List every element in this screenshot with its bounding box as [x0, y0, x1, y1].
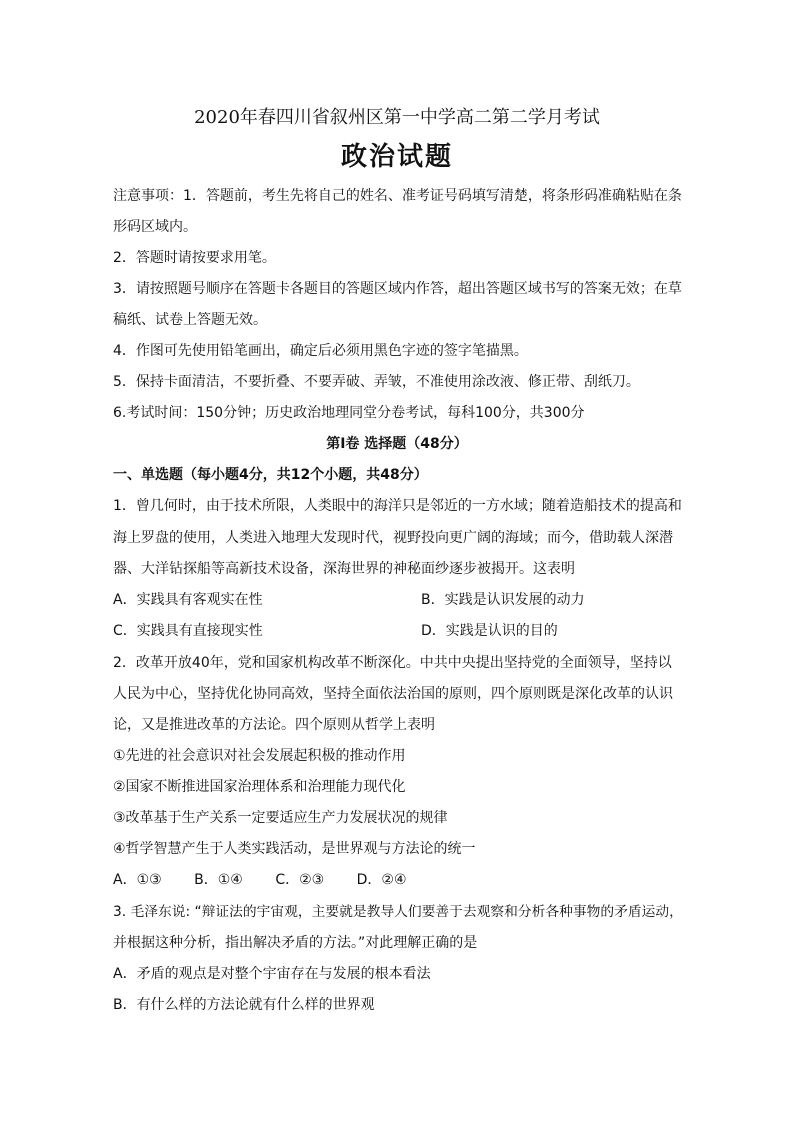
question-stem: 2．改革开放40年，党和国家机构改革不断深化。中共中央提出坚持党的全面领导，坚持以	[113, 655, 672, 671]
option-b: B．有什么样的方法论就有什么样的世界观	[113, 997, 375, 1013]
notice-line: 形码区域内。	[113, 219, 197, 235]
option-c: C．②③	[275, 872, 325, 888]
option-d: D．实践是认识的目的	[421, 623, 558, 639]
part-title: 第Ⅰ卷 选择题（48分）	[326, 436, 468, 452]
option-d: D．②④	[356, 872, 407, 888]
statement-1: ①先进的社会意识对社会发展起积极的推动作用	[113, 748, 406, 764]
question-stem: 器、大洋钻探船等高新技术设备，深海世界的神秘面纱逐步被揭开。这表明	[113, 561, 575, 577]
subject-title: 政治试题	[340, 142, 453, 172]
notice-line: 4．作图可先使用铅笔画出，确定后必须用黑色字迹的签字笔描黑。	[113, 343, 528, 359]
statement-4: ④哲学智慧产生于人类实践活动，是世界观与方法论的统一	[113, 841, 476, 857]
notice-line: 5．保持卡面清洁，不要折叠、不要弄破、弄皱，不准使用涂改液、修正带、刮纸刀。	[113, 374, 640, 390]
option-a: A．①③	[113, 872, 162, 888]
question-stem: 并根据这种分析，指出解决矛盾的方法。”对此理解正确的是	[113, 935, 478, 951]
notice-line: 注意事项：1．答题前，考生先将自己的姓名、准考证号码填写清楚，将条形码准确粘贴在条	[113, 188, 682, 204]
option-c: C．实践具有直接现实性	[113, 623, 263, 639]
section-heading: 一、单选题（每小题4分，共12个小题，共48分）	[113, 467, 428, 483]
option-a: A．实践具有客观实在性	[113, 592, 263, 608]
statement-3: ③改革基于生产关系一定要适应生产力发展状况的规律	[113, 810, 448, 826]
notice-line: 2．答题时请按要求用笔。	[113, 250, 276, 266]
notice-line: 稿纸、试卷上答题无效。	[113, 312, 267, 328]
notice-line: 6.考试时间：150分钟；历史政治地理同堂分卷考试，每科100分，共300分	[113, 405, 585, 421]
question-stem: 海上罗盘的使用，人类进入地理大发现时代，视野投向更广阔的海域；而今，借助载人深潜	[113, 530, 673, 546]
option-b: B．实践是认识发展的动力	[421, 592, 585, 608]
statement-2: ②国家不断推进国家治理体系和治理能力现代化	[113, 779, 406, 795]
notice-line: 3．请按照题号顺序在答题卡各题目的答题区域内作答，超出答题区域书写的答案无效；在草	[113, 281, 682, 297]
question-stem: 论，又是推进改革的方法论。四个原则从哲学上表明	[113, 717, 435, 733]
option-b: B．①④	[194, 872, 243, 888]
exam-title: 2020年春四川省叙州区第一中学高二第二学月考试	[194, 107, 600, 128]
option-row	[113, 870, 683, 890]
question-stem: 3. 毛泽东说: “辩证法的宇宙观，主要就是教导人们要善于去观察和分析各种事物的矛盾运动，	[113, 904, 683, 920]
question-stem: 1．曾几何时，由于技术所限，人类眼中的海洋只是邻近的一方水域；随着造船技术的提高和	[113, 498, 682, 514]
option-a: A．矛盾的观点是对整个宇宙存在与发展的根本看法	[113, 966, 431, 982]
question-stem: 人民为中心，坚持优化协同高效，坚持全面依法治国的原则，四个原则既是深化改革的认识	[113, 686, 673, 702]
